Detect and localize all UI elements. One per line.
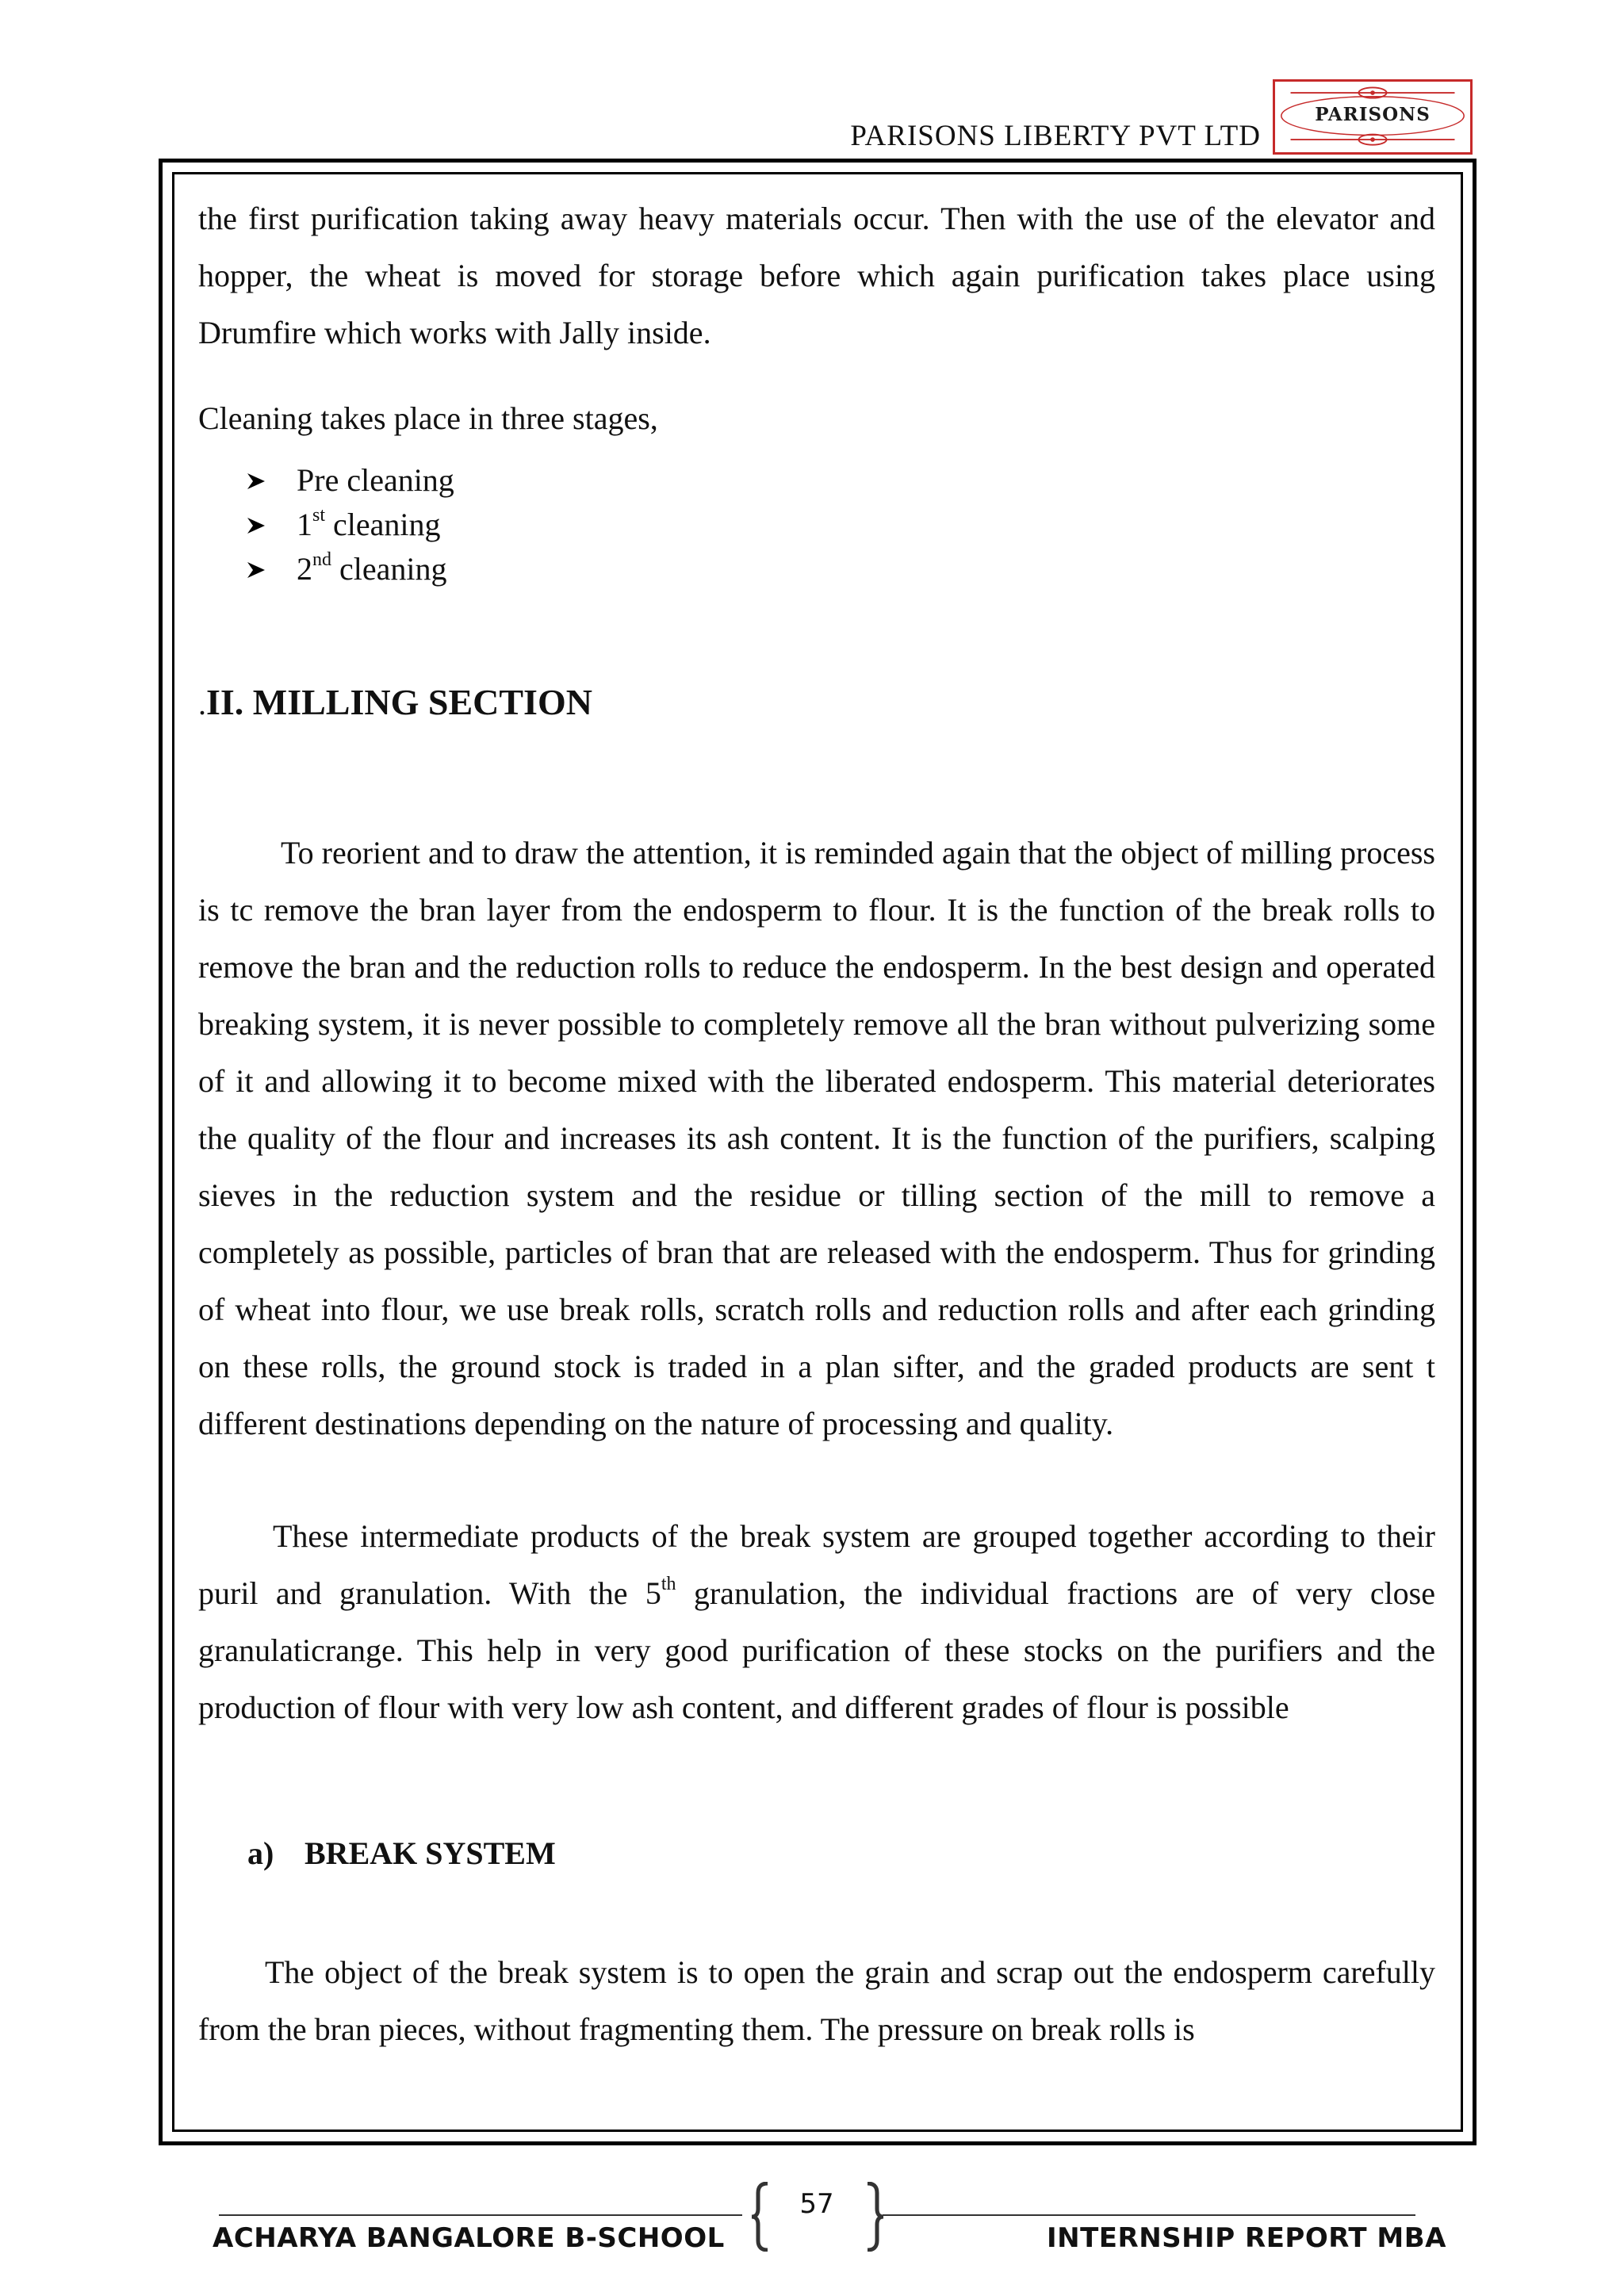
cleaning-stage-list [198,458,1435,591]
logo-text: PARISONS [1315,104,1431,125]
list-item-text: Pre cleaning [297,462,454,498]
list-item-text: 1 [297,507,312,542]
section-prefix: . [198,686,206,721]
ordinal-suffix: th [661,1573,676,1594]
subsection-heading [247,1830,1435,1877]
header-company-name: PARISONS LIBERTY PVT LTD [850,120,1261,152]
footer-report-title: INTERNSHIP REPORT MBA [1047,2222,1446,2254]
arrow-bullet-icon [246,516,266,535]
paragraph-cleaning-stages: Cleaning takes place in three stages, [198,400,658,436]
page-content [198,190,1435,2058]
paragraph-intermediate-products: These intermediate products of the break system are grouped together according to their puril and granulation. With the 5th granulation, the individual fractions are of very close granulaticrange. This help in very good purification of these stocks on the purifiers and the production of flour with very low ash content, and different grades of flour is possible [198,1518,1436,1725]
list-item-text: cleaning [325,507,441,542]
company-logo [1273,79,1473,155]
subsection-letter: a) [247,1835,274,1871]
footer-rule-right [883,2214,1415,2216]
ordinal-suffix: st [312,504,326,526]
right-brace-icon [863,2182,885,2252]
section-heading [198,679,1435,728]
ordinal-suffix: nd [312,549,331,570]
arrow-bullet-icon [246,561,266,580]
subsection-title: BREAK SYSTEM [304,1835,556,1871]
paragraph-break-system: The object of the break system is to open the grain and scrap out the endosperm carefully from the bran pieces, without fragmenting them. The pressure on break rolls is [198,1954,1435,2047]
list-item [246,547,1435,591]
footer-rule-left [219,2214,742,2216]
paragraph-milling: To reorient and to draw the attention, it is reminded again that the object of milling process is tc remove the bran layer from the endosperm to flour. It is the function of the break rolls to remove the bran and the reduction rolls to reduce the endosperm. In the best design and operated breaking system, it is never possible to completely remove all the bran without pulverizing some of it and allowing it to become mixed with the liberated endosperm. This material deteriorates the quality of the flour and increases its ash content. It is the function of the purifiers, scalping sieves in the reduction system and the residue or tilling section of the mill to remove a completely as possible, particles of bran that are released with the endosperm. Thus for grinding of wheat into flour, we use break rolls, scratch rolls and reduction rolls and after each grinding on these rolls, the ground stock is traded in a plan sifter, and the graded products are sent t different destinations depending on the nature of processing and quality. [198,835,1435,1441]
left-brace-icon [750,2182,772,2252]
page-number: 57 [799,2188,834,2220]
list-item [246,503,1435,547]
section-title: II. MILLING SECTION [206,682,592,722]
arrow-bullet-icon [246,472,266,491]
paragraph-purification: the first purification taking away heavy materials occur. Then with the use of the elevator and hopper, the wheat is moved for storage before which again purification takes place using Drumfire which works with Jally inside. [198,201,1435,350]
list-item [246,458,1435,503]
list-item-text: 2 [297,551,312,587]
list-item-text: cleaning [331,551,447,587]
footer-school-name: ACHARYA BANGALORE B-SCHOOL [213,2222,725,2254]
